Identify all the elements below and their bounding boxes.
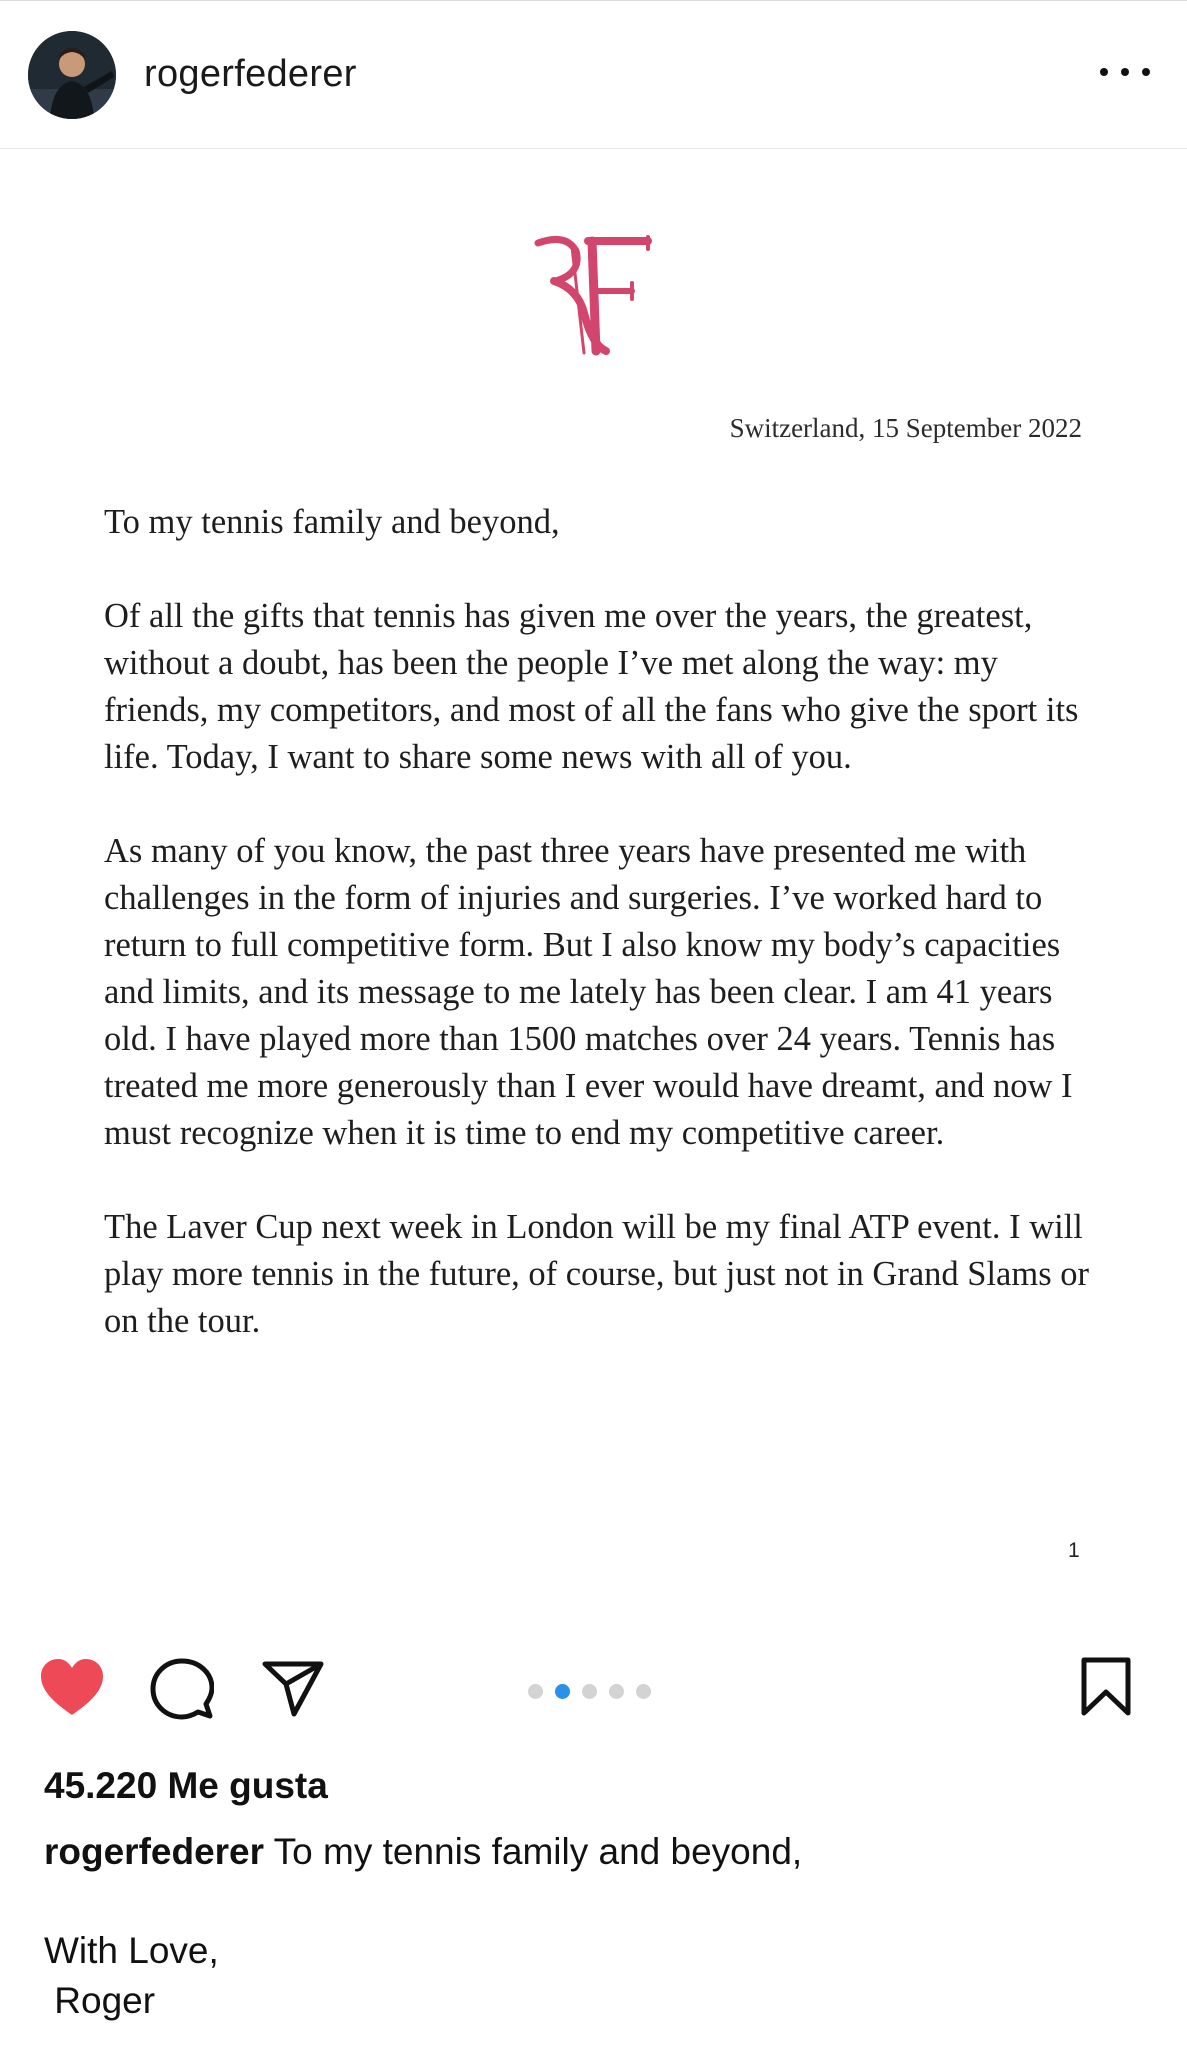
caption-username[interactable]: rogerfederer (44, 1831, 265, 1872)
letter-paragraph: The Laver Cup next week in London will be my final ATP event. I will play more tennis in the future, of course, but just not in Grand Slams or on the tour. (104, 1208, 1089, 1340)
carousel-dot (528, 1684, 543, 1699)
post-header (0, 0, 1187, 149)
letter-body (104, 499, 1094, 1392)
letter-paragraph: As many of you know, the past three years have presented me with challenges in the form of injuries and surgeries. I’ve worked hard to return to full competitive form. But I also know my body’s capacities and limits, and its message to me lately has been clear. I am 41 years old. I have played more than 1500 matches over 24 years. Tennis has treated me more generously than I ever would have dreamt, and now I must recognize when it is time to end my competitive career. (104, 832, 1073, 1152)
carousel-dot (582, 1684, 597, 1699)
bookmark-icon[interactable] (1080, 1656, 1132, 1718)
letter-date: Switzerland, 15 September 2022 (729, 413, 1082, 443)
letter-greeting: To my tennis family and beyond, (104, 503, 560, 541)
heart-icon[interactable] (38, 1657, 106, 1719)
carousel-dot (555, 1684, 570, 1699)
caption (44, 1828, 1144, 1876)
post-image[interactable] (0, 149, 1187, 1629)
comment-icon[interactable] (150, 1658, 214, 1722)
page-number: 1 (1068, 1539, 1080, 1562)
caption-signoff-line: Roger (44, 1980, 156, 2021)
carousel-indicator (528, 1684, 651, 1699)
caption-signoff-line: With Love, (44, 1930, 219, 1971)
avatar[interactable] (28, 31, 116, 119)
letter-paragraph: Of all the gifts that tennis has given me over the years, the greatest, without a doubt, has been the people I’ve met along the way: my friends, my competitors, and most of all the fans who give the sport its life. Today, I want to share some news with all of you. (104, 597, 1079, 776)
carousel-dot (609, 1684, 624, 1699)
username[interactable]: rogerfederer (144, 53, 357, 95)
action-bar (0, 1655, 1187, 1735)
carousel-dot (636, 1684, 651, 1699)
more-options-icon[interactable] (1100, 57, 1150, 87)
like-count[interactable]: 45.220 Me gusta (44, 1765, 328, 1806)
rf-logo-icon (532, 233, 654, 361)
caption-signoff (44, 1926, 219, 2026)
avatar-photo-icon (28, 31, 116, 119)
caption-text: To my tennis family and beyond, (264, 1831, 803, 1872)
paper-plane-icon[interactable] (262, 1660, 324, 1718)
